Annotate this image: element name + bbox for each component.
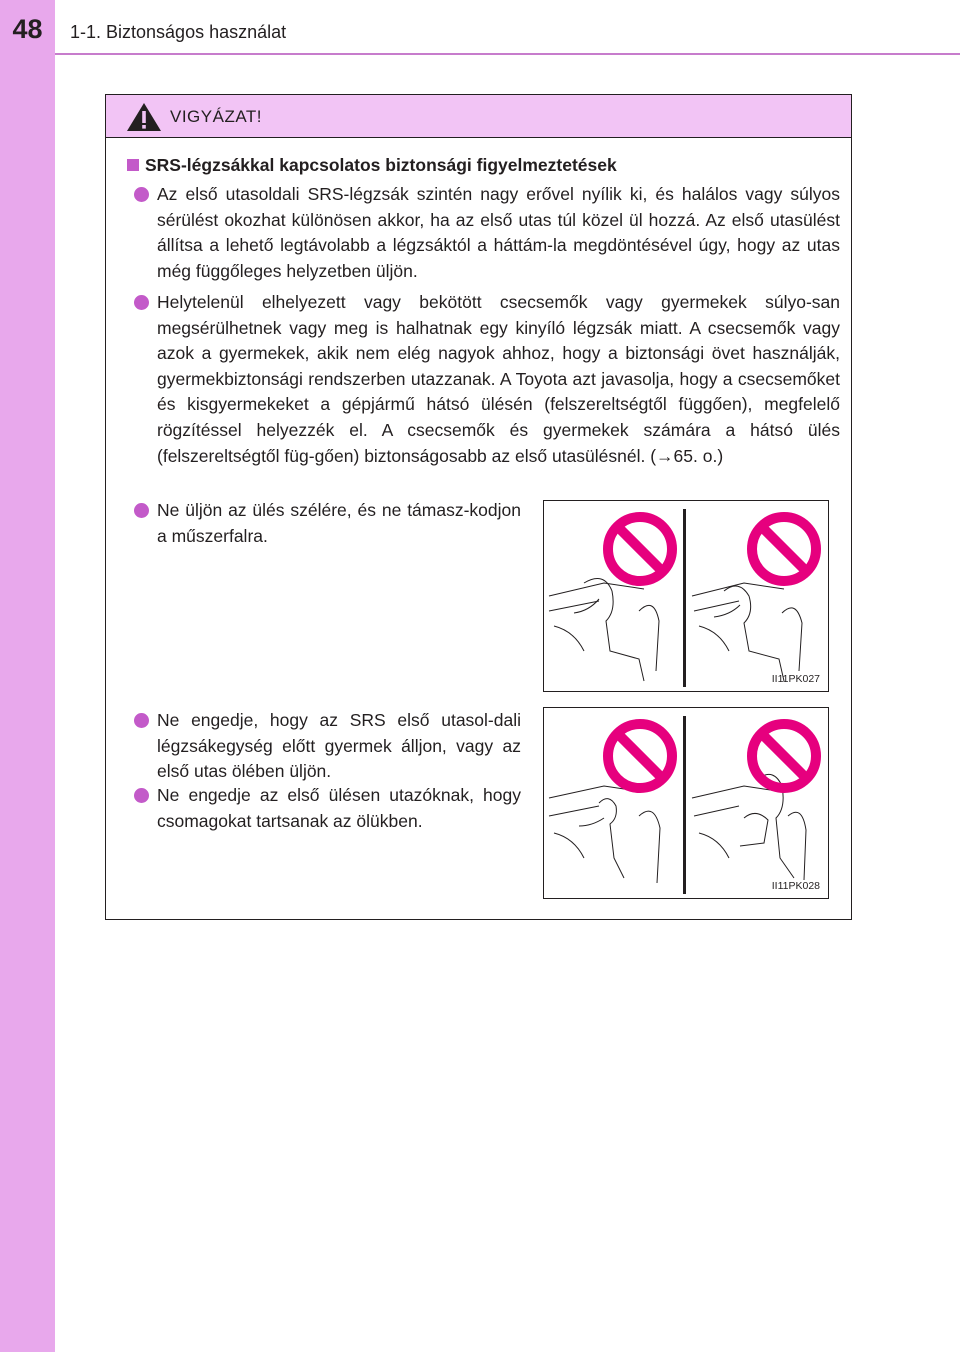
illustration-drawing [544,708,830,900]
prohibited-icon [752,517,816,581]
warning-triangle-icon [126,102,162,132]
prohibited-icon [608,724,672,788]
round-bullet-icon [134,295,149,310]
illustration-figure [543,707,829,899]
list-item [157,290,840,469]
figure-divider [683,509,686,687]
round-bullet-icon [134,788,149,803]
page-number: 48 [12,14,43,44]
caution-header [106,95,851,138]
list-item-text: Ne engedje az első ülésen utazóknak, hogy csomagokat tartsanak az ölükben. [157,785,521,831]
section-heading [127,155,617,176]
list-item-text: Helytelenül elhelyezett vagy bekötött csecsemők vagy gyermekek súlyo-san megsérülhetnek vagy meg is halhatnak egy kinyíló légzsák miatt. A csecsemők vagy azok a gyermekek, akik nem elég nagyok ahhoz, hogy a biztonsági övet használják, gyermekbiztonsági rendszerben utazzanak. A Toyota azt javasolja, hogy a csecsemőket és kisgyermekeket a gépjármű hátsó ülésén (felszereltségtől függően), megfelelő rögzítéssel helyezzék el. A csecsemők és gyermekek számára a hátsó ülés (felszereltségtől füg-gően) biztonságosabb az első utasülésnél. (→65. o.) [157,292,840,466]
list-item-text: Ne engedje, hogy az SRS első utasol-dali légzsákegység előtt gyermek álljon, vagy az első utas ölében üljön. [157,710,521,782]
list-item-text: Az első utasoldali SRS-légzsák szintén nagy erővel nyílik ki, és halálos vagy súlyos sérülést okozhat különösen akkor, ha az első utas túl közel ül hozzá. Az első utasülést állítsa a lehető legtávolabb a légzsáktól a háttám-la megdöntésével úgy, hogy az utas még függőleges helyzetben üljön. [157,184,840,281]
round-bullet-icon [134,503,149,518]
prohibited-icon [608,517,672,581]
round-bullet-icon [134,187,149,202]
header-divider [55,53,960,55]
illustration-figure [543,500,829,692]
section-title: 1-1. Biztonságos használat [70,22,287,42]
figure-code: II11PK028 [771,880,820,892]
caution-label: VIGYÁZAT! [170,107,263,126]
figure-code: II11PK027 [771,673,820,685]
list-item [157,783,521,834]
list-item [157,498,521,549]
round-bullet-icon [134,713,149,728]
section-heading-text: SRS-légzsákkal kapcsolatos biztonsági figyelmeztetések [145,155,617,175]
sidebar-tab [0,0,55,1352]
prohibited-icon [752,724,816,788]
figure-divider [683,716,686,894]
illustration-drawing [544,501,830,693]
list-item [157,708,521,785]
list-item [157,182,840,284]
square-bullet-icon [127,159,139,171]
list-item-text: Ne üljön az ülés szélére, és ne támasz-kodjon a műszerfalra. [157,500,521,546]
